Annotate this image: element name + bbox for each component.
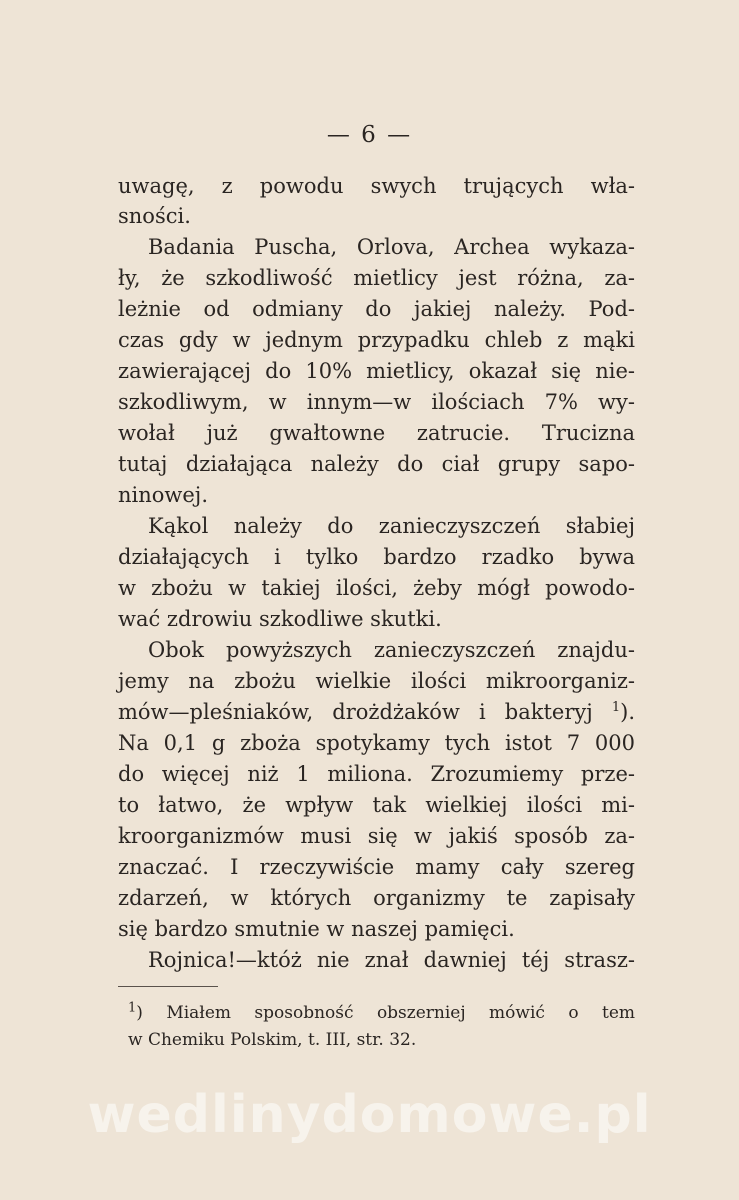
text-line: Na 0,1 g zboża spotykamy tych istot 7 000 [118, 731, 635, 755]
text-line: sności. [118, 204, 191, 228]
footnote-reference-suffix: ). [620, 700, 635, 724]
text-line: czas gdy w jednym przypadku chleb z mąki [118, 328, 635, 352]
text-line: zawierającej do 10% mietlicy, okazał się nie- [118, 359, 635, 383]
text-line: ły, że szkodliwość mietlicy jest różna, za- [118, 266, 635, 290]
footnote-marker: 1 [128, 1000, 137, 1016]
text-line: kroorganizmów musi się w jakiś sposób za- [118, 824, 635, 848]
text-line: wołał już gwałtowne zatrucie. Trucizna [118, 421, 635, 445]
text-line: zdarzeń, w których organizmy te zapisały [118, 886, 635, 910]
text-line: uwagę, z powodu swych trujących wła- [118, 174, 635, 198]
footnote-reference: 1 [611, 700, 621, 715]
footnote-text: ) Miałem sposobność obszerniej mówić o tem [136, 1003, 635, 1023]
text-line: tutaj działająca należy do ciał grupy sapo- [118, 452, 635, 476]
footnote-line [128, 1000, 635, 1026]
text-line: się bardzo smutnie w naszej pamięci. [118, 917, 515, 941]
text-line: leżnie od odmiany do jakiej należy. Pod- [118, 297, 635, 321]
footnote-divider [118, 986, 218, 987]
text-line: wać zdrowiu szkodliwe skutki. [118, 607, 442, 631]
text-line: Rojnica!—któż nie znał dawniej téj strasz- [148, 948, 635, 972]
text-line: działających i tylko bardzo rzadko bywa [118, 545, 635, 569]
text-line: ninowej. [118, 483, 208, 507]
text-line: to łatwo, że wpływ tak wielkiej ilości mi- [118, 793, 635, 817]
text-line: jemy na zbożu wielkie ilości mikroorganiz- [118, 669, 635, 693]
watermark: wedlinydomowe.pl [87, 1085, 652, 1145]
text-line: Obok powyższych zanieczyszczeń znajdu- [148, 638, 635, 662]
text-line: Badania Puscha, Orlova, Archea wykaza- [148, 235, 635, 259]
page-number: — 6 — [326, 122, 413, 148]
text-line: znaczać. I rzeczywiście mamy cały szereg [118, 855, 635, 879]
text-line-with-footnote-ref [118, 697, 635, 727]
text-line: mów—pleśniaków, drożdżaków i bakteryj [118, 700, 593, 724]
text-line: szkodliwym, w innym—w ilościach 7% wy- [118, 390, 635, 414]
text-line: do więcej niż 1 miliona. Zrozumiemy prze- [118, 762, 635, 786]
footnote-line: w Chemiku Polskim, t. III, str. 32. [128, 1030, 417, 1050]
text-line: w zbożu w takiej ilości, żeby mógł powodo- [118, 576, 635, 600]
text-line: Kąkol należy do zanieczyszczeń słabiej [148, 514, 635, 538]
